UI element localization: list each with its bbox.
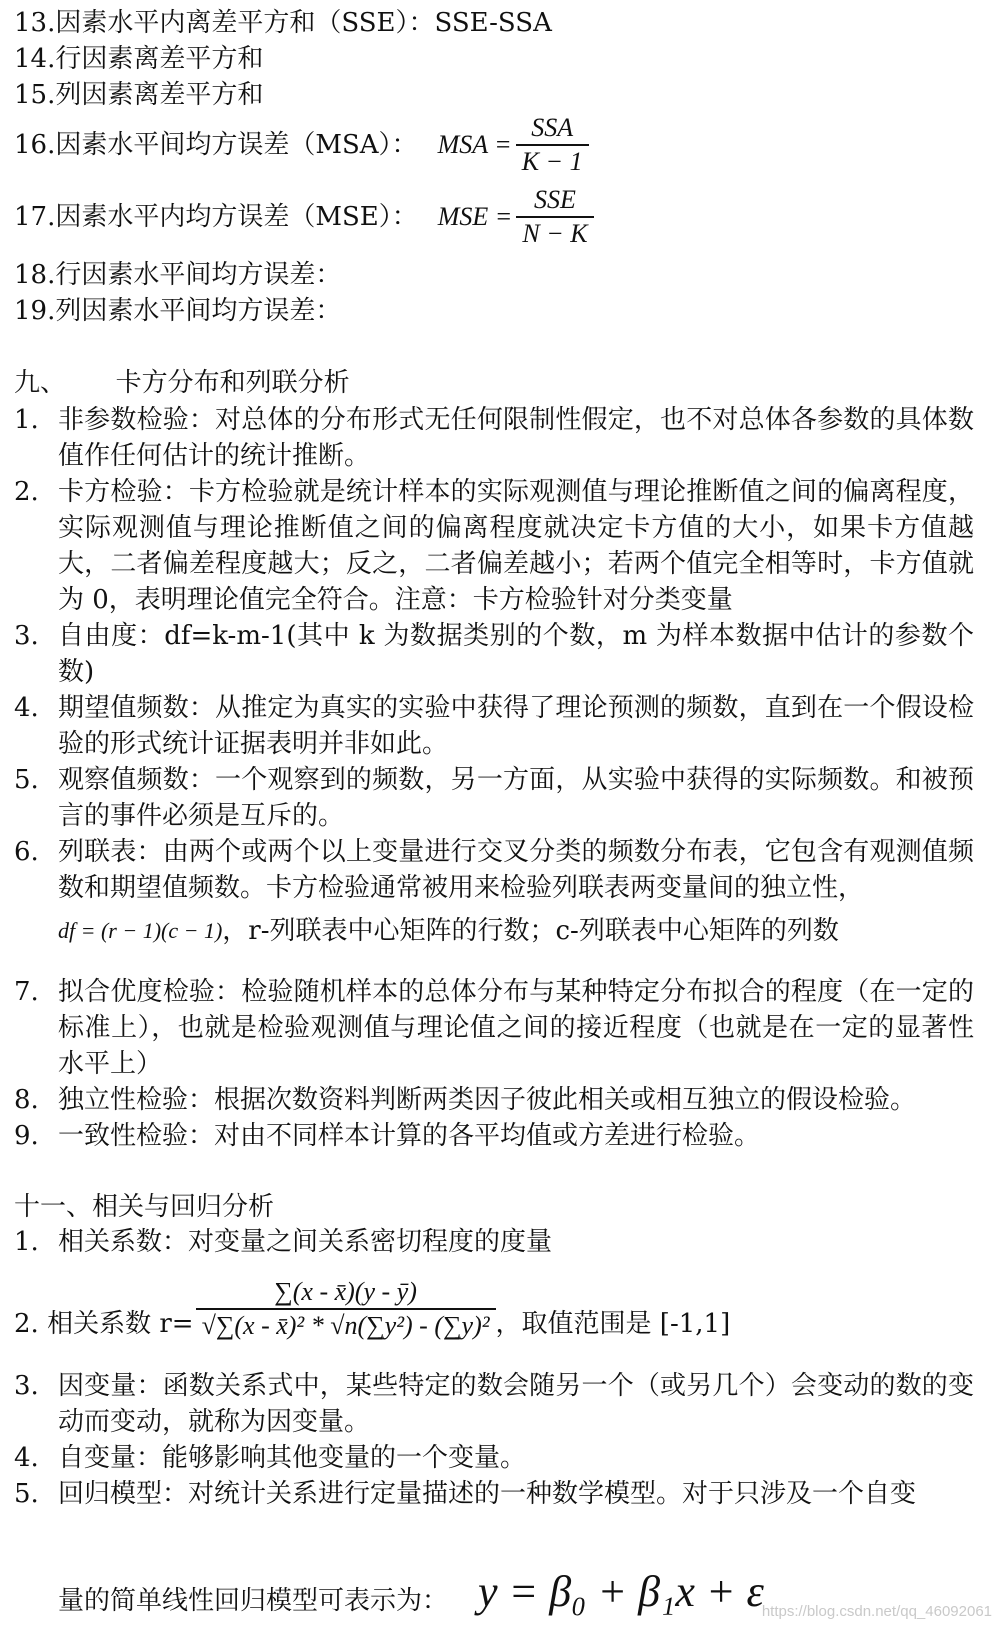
correlation-range: ，取值范围是 [-1,1]: [495, 1309, 731, 1339]
anova-item-17: [14, 184, 594, 250]
msa-lhs: MSA =: [437, 130, 512, 159]
correlation-numerator: ∑(x - x̄)(y - ȳ): [274, 1277, 417, 1306]
msa-numerator: SSA: [531, 113, 574, 142]
regression-model-lead: 量的简单线性回归模型可表示为：: [58, 1586, 449, 1616]
mse-numerator: SSE: [534, 185, 576, 214]
correlation-denominator: √∑(x - x̄)² * √n(∑y²) - (∑y)²: [196, 1308, 496, 1342]
df-formula-line: [58, 914, 839, 948]
item-number: 8.: [14, 1085, 39, 1115]
list-item: [14, 690, 974, 762]
msa-fraction: [516, 112, 589, 178]
item-number: 5.: [14, 1479, 39, 1509]
item-text: 非参数检验：对总体的分布形式无任何限制性假定，也不对总体各参数的具体数值作任何估计的统计推断。: [58, 405, 974, 471]
item-text: 独立性检验：根据次数资料判断两类因子彼此相关或相互独立的假设检验。: [58, 1085, 917, 1115]
list-item: [14, 974, 974, 1082]
regression-model-formula: y = β₀ + β₁x + ε: [478, 1567, 764, 1616]
item-number: 4.: [14, 693, 39, 723]
msa-denominator: K − 1: [516, 144, 589, 178]
list-item: [14, 1368, 974, 1440]
item-number: 9.: [14, 1121, 39, 1151]
item-number: 4.: [14, 1443, 39, 1473]
df-formula-tail: ，r-列联表中心矩阵的行数；c-列联表中心矩阵的列数: [222, 916, 839, 946]
item-number: 7.: [14, 977, 39, 1007]
item-number: 5.: [14, 765, 39, 795]
item-text: 自变量：能够影响其他变量的一个变量。: [58, 1443, 527, 1473]
list-item: [14, 762, 974, 834]
item-number: 3.: [14, 621, 39, 651]
list-item: [14, 618, 974, 690]
anova-item-16: [14, 112, 589, 178]
item-number: 2.: [14, 477, 39, 507]
section-9-list: [14, 402, 974, 906]
item-text: 因变量：函数关系式中，某些特定的数会随另一个（或另几个）会变动的数的变动而变动，就称为因变量。: [58, 1371, 974, 1437]
section-11-item-1: [14, 1224, 974, 1260]
mse-lhs: MSE =: [437, 202, 513, 231]
watermark: https://blog.csdn.net/qq_46092061: [761, 1603, 992, 1620]
mse-denominator: N − K: [516, 216, 593, 250]
mse-fraction: [516, 184, 593, 250]
correlation-label: 2. 相关系数 r=: [14, 1309, 194, 1339]
anova-item-15: 15.列因素离差平方和: [14, 80, 264, 110]
section-9-heading: 九、 卡方分布和列联分析: [14, 368, 350, 398]
list-item: [14, 1224, 974, 1260]
correlation-fraction: [196, 1276, 496, 1342]
anova-item-16-label: 16.因素水平间均方误差（MSA）：: [14, 130, 418, 160]
item-number: 1.: [14, 1227, 39, 1257]
section-11-item-2: [14, 1276, 730, 1342]
anova-item-18: 18.行因素水平间均方误差：: [14, 260, 342, 290]
section-11-list: [14, 1368, 974, 1512]
list-item: [14, 1440, 974, 1476]
section-9-list-cont: [14, 974, 974, 1154]
item-text: 回归模型：对统计关系进行定量描述的一种数学模型。对于只涉及一个自变: [58, 1479, 917, 1509]
item-text: 期望值频数：从推定为真实的实验中获得了理论预测的频数，直到在一个假设检验的形式统计证据表明并非如此。: [58, 693, 974, 759]
df-formula: df = (r − 1)(c − 1): [58, 918, 223, 943]
list-item: [14, 1118, 974, 1154]
item-number: 1.: [14, 405, 39, 435]
section-11-heading: 十一、相关与回归分析: [14, 1192, 275, 1222]
item-text: 自由度：df=k-m-1(其中 k 为数据类别的个数，m 为样本数据中估计的参数个数): [58, 621, 974, 687]
anova-item-19: 19.列因素水平间均方误差：: [14, 296, 342, 326]
anova-item-13: 13.因素水平内离差平方和（SSE）：SSE-SSA: [14, 8, 552, 38]
list-item: [14, 834, 974, 906]
anova-item-17-label: 17.因素水平内均方误差（MSE）：: [14, 202, 418, 232]
item-text: 卡方检验：卡方检验就是统计样本的实际观测值与理论推断值之间的偏离程度，实际观测值与理论推断值之间的偏离程度就决定卡方值的大小，如果卡方值越大，二者偏差程度越大；反之，二者偏差越小；若两个值完全相等时，卡方值就为 0，表明理论值完全符合。注意：卡方检验针对分类变量: [58, 477, 974, 615]
item-text: 一致性检验：对由不同样本计算的各平均值或方差进行检验。: [58, 1121, 761, 1151]
item-text: 相关系数：对变量之间关系密切程度的度量: [58, 1227, 553, 1257]
list-item: [14, 474, 974, 618]
list-item: [14, 1082, 974, 1118]
item-text: 列联表：由两个或两个以上变量进行交叉分类的频数分布表，它包含有观测值频数和期望值频数。卡方检验通常被用来检验列联表两变量间的独立性，: [58, 837, 974, 903]
item-text: 拟合优度检验：检验随机样本的总体分布与某种特定分布拟合的程度（在一定的标准上），也就是检验观测值与理论值之间的接近程度（也就是在一定的显著性水平上）: [58, 977, 974, 1079]
item-number: 3.: [14, 1371, 39, 1401]
anova-item-14: 14.行因素离差平方和: [14, 44, 264, 74]
item-text: 观察值频数：一个观察到的频数，另一方面，从实验中获得的实际频数。和被预言的事件必须是互斥的。: [58, 765, 974, 831]
list-item: [14, 1476, 974, 1512]
item-number: 6.: [14, 837, 39, 867]
list-item: [14, 402, 974, 474]
